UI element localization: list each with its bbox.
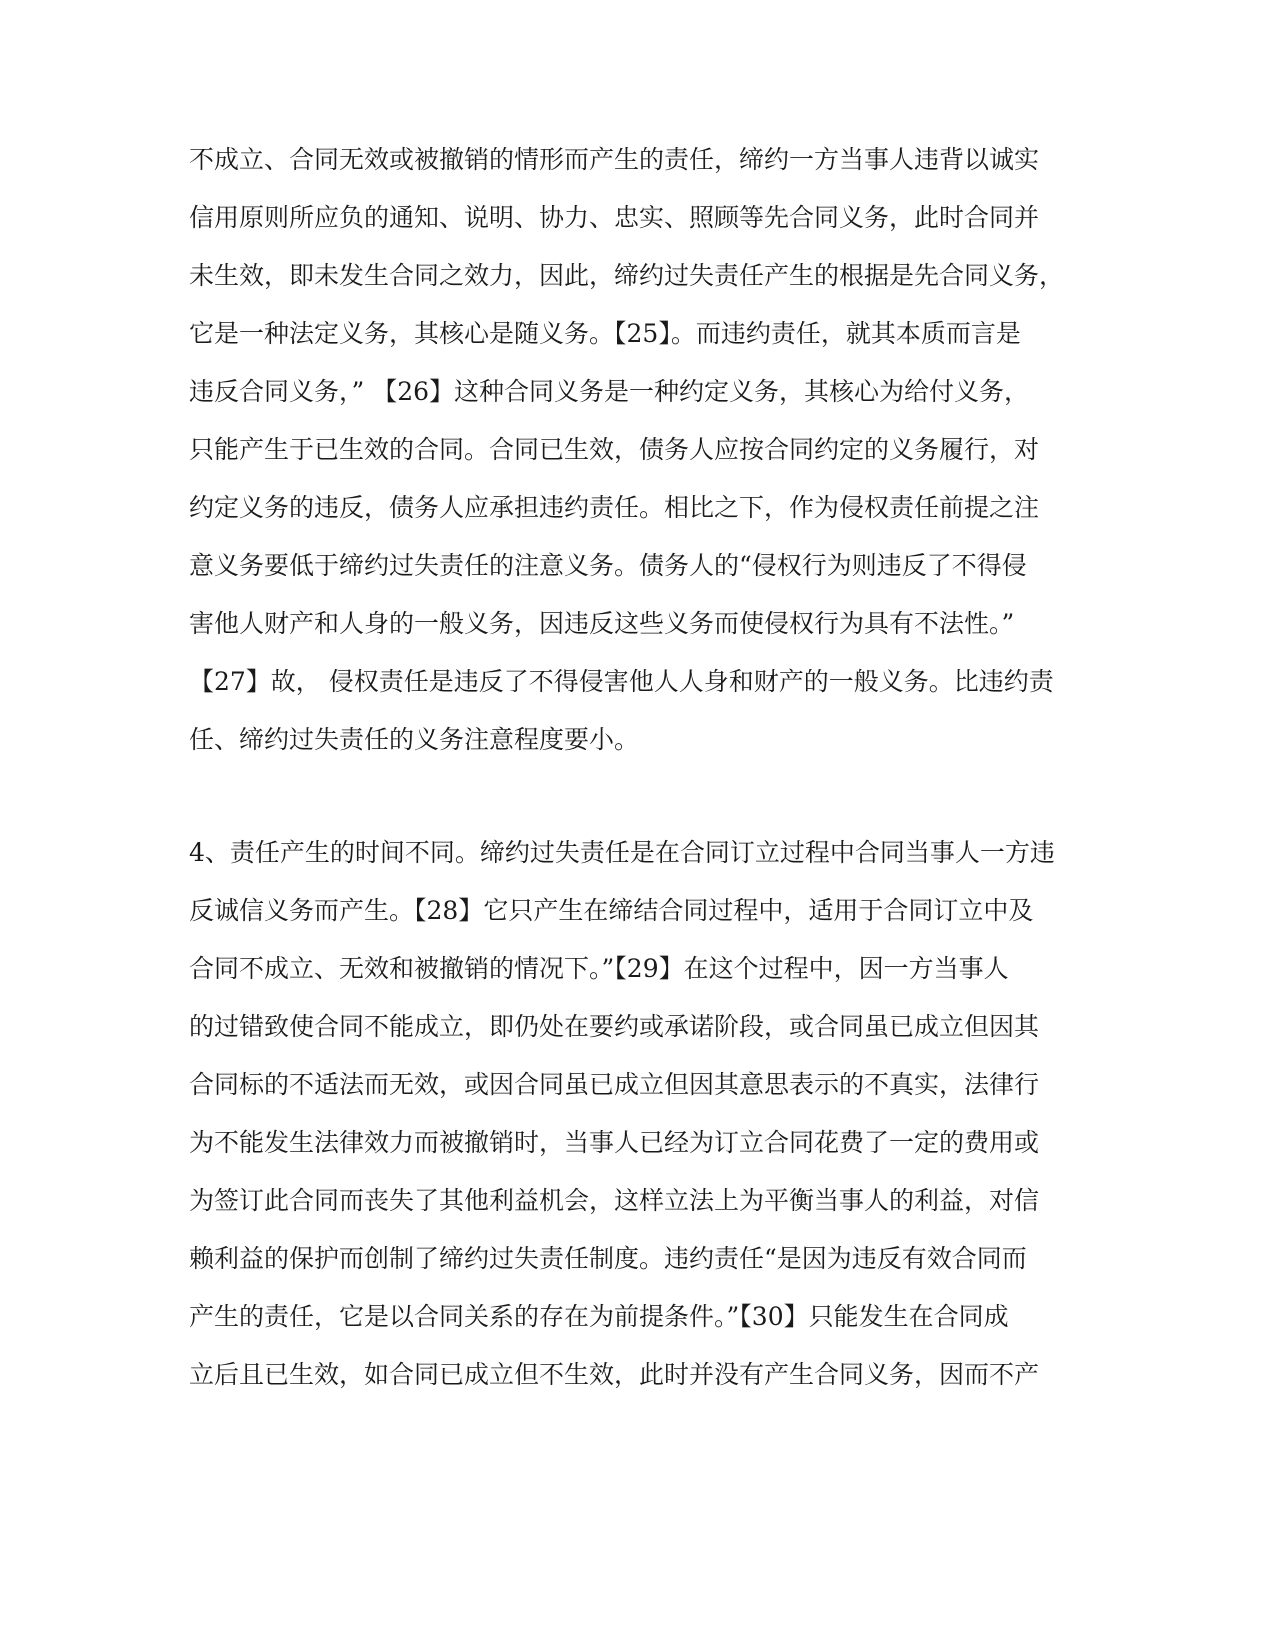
text-line: 约定义务的违反，债务人应承担违约责任。相比之下，作为侵权责任前提之注 xyxy=(189,493,1040,522)
text-line: 的过错致使合同不能成立，即仍处在要约或承诺阶段，或合同虽已成立但因其 xyxy=(189,1012,1040,1041)
text-line: 产生的责任，它是以合同关系的存在为前提条件。”【30】只能发生在合同成 xyxy=(189,1302,1009,1331)
text-line: 为签订此合同而丧失了其他利益机会，这样立法上为平衡当事人的利益，对信 xyxy=(189,1186,1040,1215)
text-line: 意义务要低于缔约过失责任的注意义务。债务人的“侵权行为则违反了不得侵 xyxy=(189,551,1027,580)
text-line: 赖利益的保护而创制了缔约过失责任制度。违约责任“是因为违反有效合同而 xyxy=(189,1244,1027,1273)
text-line: 不成立、合同无效或被撤销的情形而产生的责任，缔约一方当事人违背以诚实 xyxy=(189,145,1040,174)
text-line: 违反合同义务，” 【26】这种合同义务是一种约定义务，其核心为给付义务， xyxy=(189,377,1030,406)
text-line: 为不能发生法律效力而被撤销时，当事人已经为订立合同花费了一定的费用或 xyxy=(189,1128,1040,1157)
text-line: 合同不成立、无效和被撤销的情况下。”【29】在这个过程中，因一方当事人 xyxy=(189,954,1009,983)
text-line: 任、缔约过失责任的义务注意程度要小。 xyxy=(189,725,640,754)
text-line: 4、责任产生的时间不同。缔约过失责任是在合同订立过程中合同当事人一方违 xyxy=(189,838,1055,867)
text-line: 立后且已生效，如合同已成立但不生效，此时并没有产生合同义务，因而不产 xyxy=(189,1360,1040,1389)
text-line: 【27】故， 侵权责任是违反了不得侵害他人人身和财产的一般义务。比违约责 xyxy=(189,667,1054,696)
text-line: 它是一种法定义务，其核心是随义务。【25】。而违约责任，就其本质而言是 xyxy=(189,319,1021,348)
text-line: 合同标的不适法而无效，或因合同虽已成立但因其意思表示的不真实，法律行 xyxy=(189,1070,1040,1099)
text-line: 只能产生于已生效的合同。合同已生效，债务人应按合同约定的义务履行，对 xyxy=(189,435,1040,464)
text-line: 未生效，即未发生合同之效力，因此，缔约过失责任产生的根据是先合同义务， xyxy=(189,261,1065,290)
text-line: 反诚信义务而产生。【28】它只产生在缔结合同过程中，适用于合同订立中及 xyxy=(189,896,1034,925)
text-line: 信用原则所应负的通知、说明、协力、忠实、照顾等先合同义务，此时合同并 xyxy=(189,203,1040,232)
text-line: 害他人财产和人身的一般义务，因违反这些义务而使侵权行为具有不法性。” xyxy=(189,609,1015,638)
